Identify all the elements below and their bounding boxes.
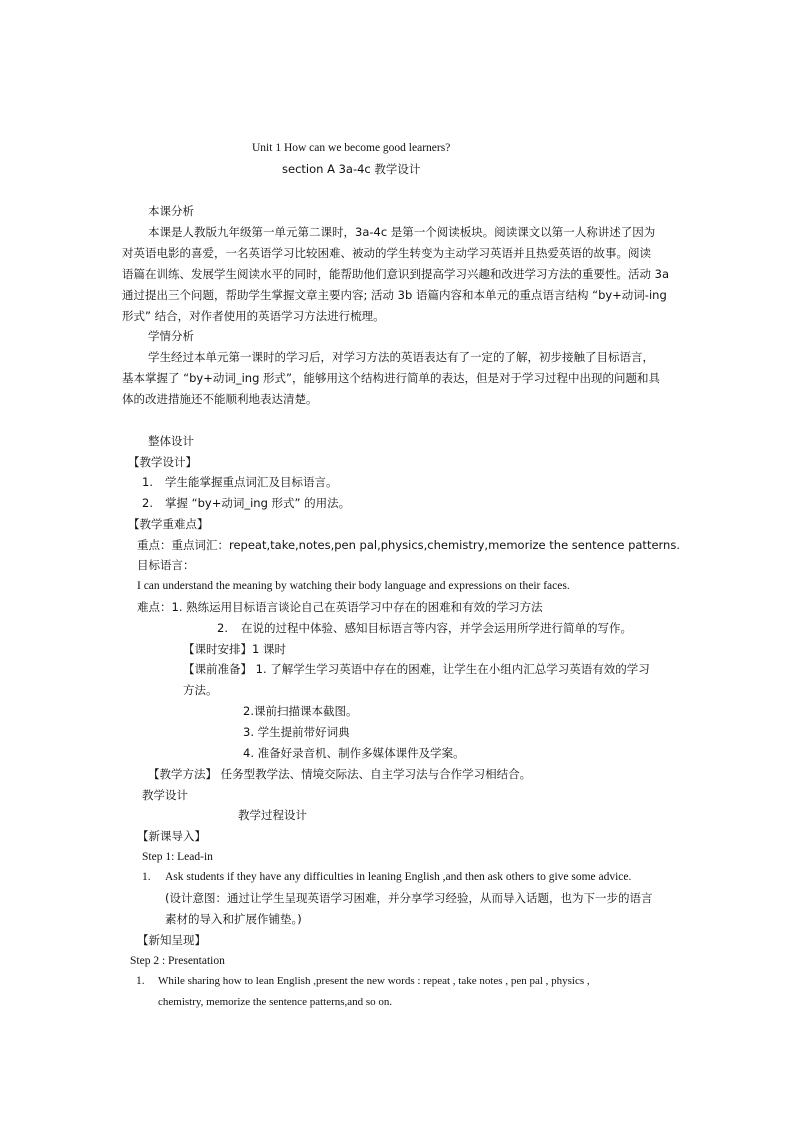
section-heading-design: 教学设计 (142, 788, 188, 802)
students-line: 基本掌握了 “by+动词_ing 形式”，能够用这个结构进行简单的表达，但是对于学习过程中出现的问题和具 (122, 371, 660, 385)
intro-heading: 【新课导入】 (137, 829, 206, 843)
section-heading-overall: 整体设计 (148, 434, 194, 448)
target-language-label: 目标语言： (137, 558, 195, 572)
difficulty-point-1: 难点：1. 熟练运用目标语言谈论自己在英语学习中存在的困难和有效的学习方法 (137, 600, 543, 614)
document-title: Unit 1 How can we become good learners? (252, 142, 451, 154)
key-points-heading: 【教学重难点】 (128, 517, 209, 531)
preparation-line-continued: 方法。 (183, 683, 218, 697)
step-2-item-text: While sharing how to lean English ,present the new words : repeat , take notes , pen pal , physics , (158, 975, 590, 987)
preparation-item: 2.课前扫描课本截图。 (243, 704, 358, 718)
target-language-sentence: I can understand the meaning by watching their body language and expressions on their faces. (137, 580, 570, 592)
section-heading-students: 学情分析 (148, 329, 194, 343)
difficulty-point-2-text: 在说的过程中体验、感知目标语言等内容，并学会运用所学进行简单的写作。 (241, 621, 632, 635)
analysis-line: 通过提出三个问题，帮助学生掌握文章主要内容; 活动 3b 语篇内容和本单元的重点语言结构 “by+动词-ing (122, 288, 667, 302)
analysis-line: 形式” 结合，对作者使用的英语学习方法进行梳理。 (122, 309, 385, 323)
teaching-methods: 【教学方法】 任务型教学法、情境交际法、自主学习法与合作学习相结合。 (148, 767, 532, 781)
goal-number: 2. (142, 496, 153, 510)
presentation-heading: 【新知呈现】 (137, 933, 206, 947)
goal-text: 学生能掌握重点词汇及目标语言。 (165, 475, 338, 489)
preparation-line: 【课前准备】 1. 了解学生学习英语中存在的困难，让学生在小组内汇总学习英语有效的学习 (183, 662, 650, 676)
students-line: 体的改进措施还不能顺利地表达清楚。 (122, 392, 318, 406)
analysis-line: 语篇在训练、发展学生阅读水平的同时，能帮助他们意识到提高学习兴趣和改进学习方法的重要性。活动 3a (122, 267, 670, 281)
step-2-item-number: 1. (136, 975, 145, 987)
difficulty-point-2-number: 2. (217, 621, 228, 635)
schedule-text: 【课时安排】1 课时 (183, 642, 286, 656)
analysis-line: 对英语电影的喜爱，一名英语学习比较困难、被动的学生转变为主动学习英语并且热爱英语的故事。阅读 (122, 246, 651, 260)
step-1-intent: (设计意图：通过让学生呈现英语学习困难，并分享学习经验，从而导入话题，也为下一步的语言 (165, 891, 653, 905)
goal-number: 1. (142, 475, 153, 489)
step-1-title: Step 1: Lead-in (142, 851, 213, 863)
goal-text: 掌握 “by+动词_ing 形式” 的用法。 (165, 496, 351, 510)
step-1-item-text: Ask students if they have any difficulties in leaning English ,and then ask others to give some advice. (165, 871, 632, 883)
preparation-item: 4. 准备好录音机、制作多媒体课件及学案。 (243, 746, 465, 760)
section-heading-analysis: 本课分析 (148, 204, 194, 218)
document-subtitle: section A 3a-4c 教学设计 (282, 162, 421, 176)
key-points-text: 重点：重点词汇：repeat,take,notes,pen pal,physics,chemistry,memorize the sentence patterns. (137, 538, 680, 552)
process-heading: 教学过程设计 (238, 808, 307, 822)
goals-heading: 【教学设计】 (128, 455, 197, 469)
step-2-item-text-continued: chemistry, memorize the sentence patterns,and so on. (158, 996, 393, 1008)
step-1-item-number: 1. (142, 871, 151, 883)
step-2-title: Step 2 : Presentation (130, 955, 225, 967)
preparation-item: 3. 学生提前带好词典 (243, 725, 350, 739)
analysis-line: 本课是人教版九年级第一单元第二课时，3a-4c 是第一个阅读板块。阅读课文以第一人称讲述了因为 (148, 225, 656, 239)
step-1-intent-continued: 素材的导入和扩展作铺垫。) (165, 912, 302, 926)
students-line: 学生经过本单元第一课时的学习后，对学习方法的英语表达有了一定的了解，初步接触了目标语言， (148, 350, 654, 364)
